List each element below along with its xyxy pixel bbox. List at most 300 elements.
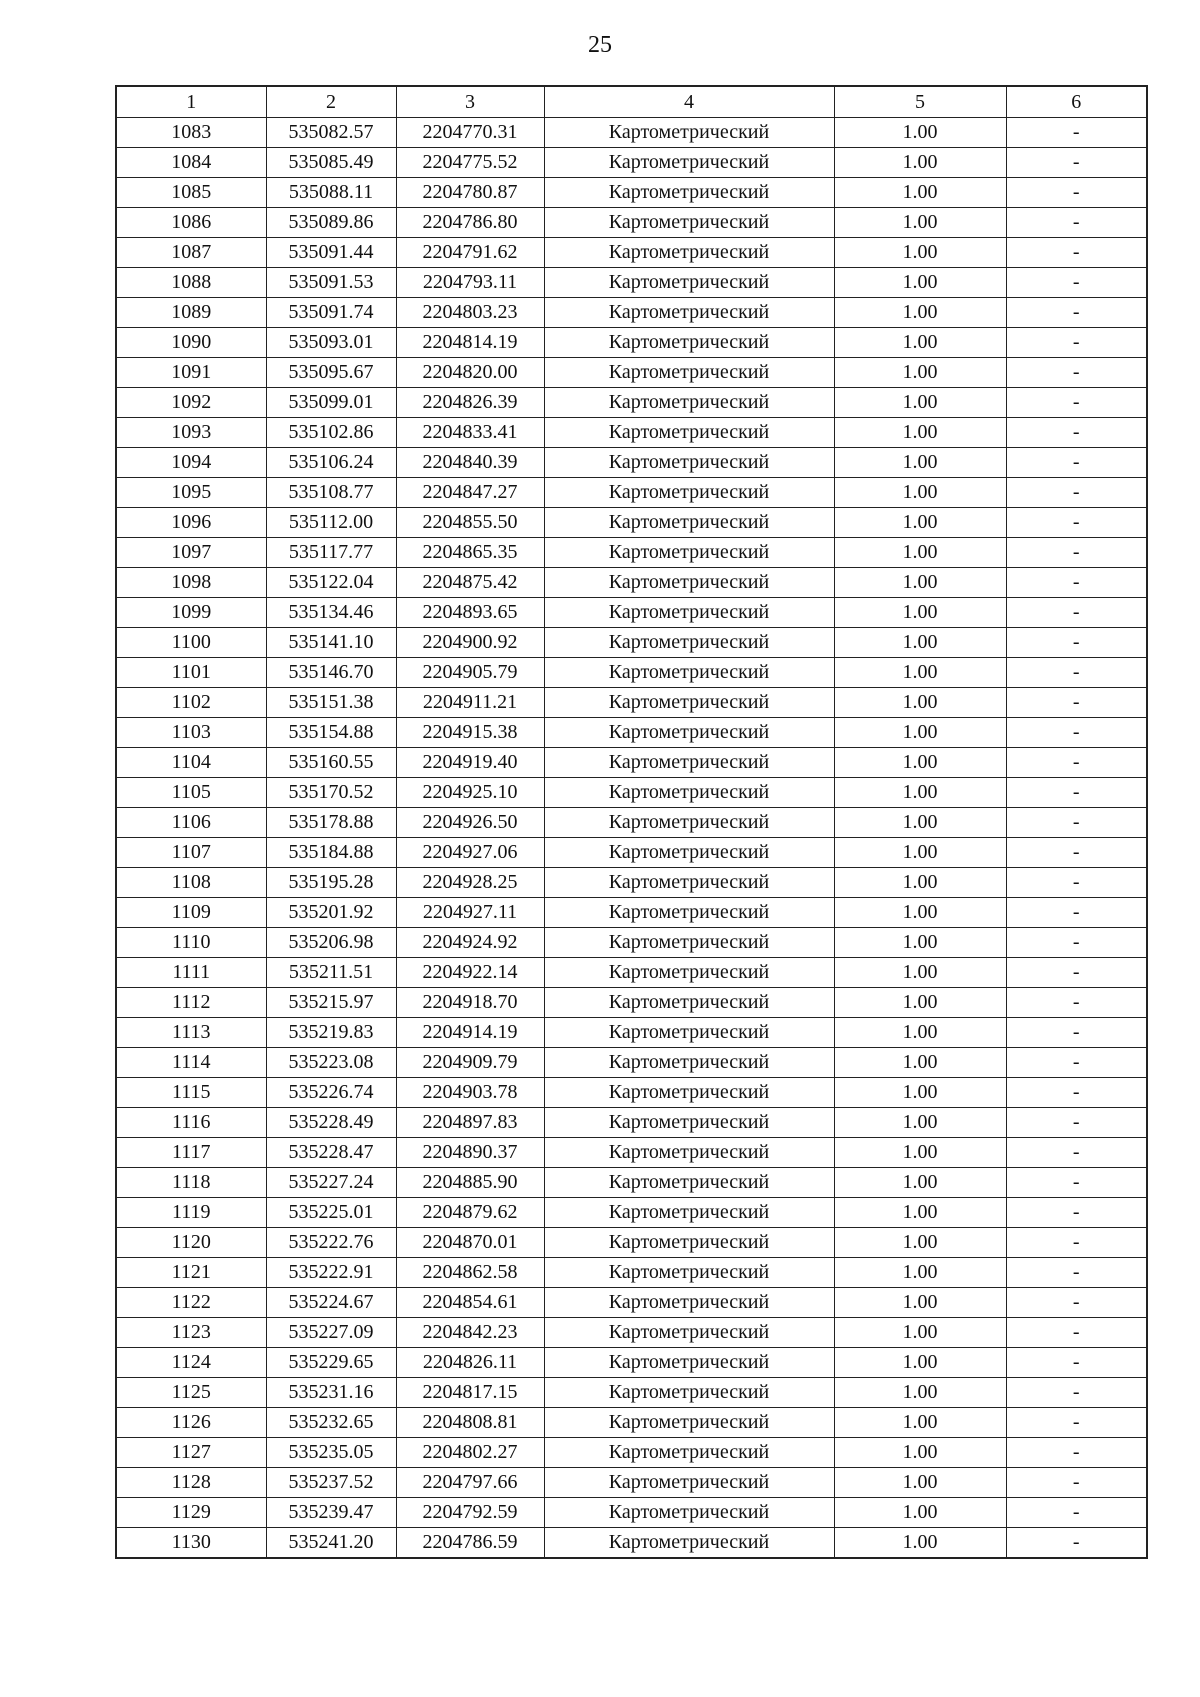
table-row xyxy=(116,238,1147,268)
description-cell: - xyxy=(1006,1318,1147,1348)
accuracy-cell: 1.00 xyxy=(834,748,1006,778)
x-coordinate-cell: 535082.57 xyxy=(266,118,396,148)
x-coordinate-cell: 535195.28 xyxy=(266,868,396,898)
y-coordinate-cell: 2204885.90 xyxy=(396,1168,544,1198)
y-coordinate-cell: 2204900.92 xyxy=(396,628,544,658)
method-cell: Картометрический xyxy=(544,1258,834,1288)
accuracy-cell: 1.00 xyxy=(834,1258,1006,1288)
table-row xyxy=(116,1048,1147,1078)
method-cell: Картометрический xyxy=(544,1318,834,1348)
y-coordinate-cell: 2204797.66 xyxy=(396,1468,544,1498)
point-number-cell: 1093 xyxy=(116,418,266,448)
method-cell: Картометрический xyxy=(544,1468,834,1498)
method-cell: Картометрический xyxy=(544,448,834,478)
description-cell: - xyxy=(1006,1438,1147,1468)
method-cell: Картометрический xyxy=(544,988,834,1018)
y-coordinate-cell: 2204911.21 xyxy=(396,688,544,718)
accuracy-cell: 1.00 xyxy=(834,1048,1006,1078)
table-row xyxy=(116,718,1147,748)
table-row xyxy=(116,1108,1147,1138)
description-cell: - xyxy=(1006,358,1147,388)
point-number-cell: 1095 xyxy=(116,478,266,508)
x-coordinate-cell: 535228.49 xyxy=(266,1108,396,1138)
point-number-cell: 1115 xyxy=(116,1078,266,1108)
method-cell: Картометрический xyxy=(544,1048,834,1078)
table-row xyxy=(116,418,1147,448)
accuracy-cell: 1.00 xyxy=(834,1198,1006,1228)
table-row xyxy=(116,478,1147,508)
method-cell: Картометрический xyxy=(544,1198,834,1228)
y-coordinate-cell: 2204855.50 xyxy=(396,508,544,538)
y-coordinate-cell: 2204924.92 xyxy=(396,928,544,958)
method-cell: Картометрический xyxy=(544,268,834,298)
point-number-cell: 1096 xyxy=(116,508,266,538)
description-cell: - xyxy=(1006,538,1147,568)
table-row xyxy=(116,1258,1147,1288)
y-coordinate-cell: 2204928.25 xyxy=(396,868,544,898)
header-row xyxy=(116,86,1147,118)
point-number-cell: 1097 xyxy=(116,538,266,568)
table-row xyxy=(116,268,1147,298)
point-number-cell: 1116 xyxy=(116,1108,266,1138)
y-coordinate-cell: 2204817.15 xyxy=(396,1378,544,1408)
x-coordinate-cell: 535226.74 xyxy=(266,1078,396,1108)
x-coordinate-cell: 535219.83 xyxy=(266,1018,396,1048)
description-cell: - xyxy=(1006,1108,1147,1138)
method-cell: Картометрический xyxy=(544,508,834,538)
y-coordinate-cell: 2204775.52 xyxy=(396,148,544,178)
table-row xyxy=(116,898,1147,928)
description-cell: - xyxy=(1006,1258,1147,1288)
y-coordinate-cell: 2204854.61 xyxy=(396,1288,544,1318)
accuracy-cell: 1.00 xyxy=(834,148,1006,178)
y-coordinate-cell: 2204833.41 xyxy=(396,418,544,448)
point-number-cell: 1088 xyxy=(116,268,266,298)
point-number-cell: 1103 xyxy=(116,718,266,748)
y-coordinate-cell: 2204847.27 xyxy=(396,478,544,508)
page-number: 25 xyxy=(588,32,612,58)
description-cell: - xyxy=(1006,838,1147,868)
x-coordinate-cell: 535108.77 xyxy=(266,478,396,508)
table-row xyxy=(116,1168,1147,1198)
accuracy-cell: 1.00 xyxy=(834,1528,1006,1559)
y-coordinate-cell: 2204890.37 xyxy=(396,1138,544,1168)
x-coordinate-cell: 535201.92 xyxy=(266,898,396,928)
accuracy-cell: 1.00 xyxy=(834,778,1006,808)
description-cell: - xyxy=(1006,298,1147,328)
table-row xyxy=(116,1198,1147,1228)
method-cell: Картометрический xyxy=(544,298,834,328)
point-number-cell: 1125 xyxy=(116,1378,266,1408)
column-header: 4 xyxy=(544,86,834,118)
y-coordinate-cell: 2204802.27 xyxy=(396,1438,544,1468)
method-cell: Картометрический xyxy=(544,1228,834,1258)
y-coordinate-cell: 2204926.50 xyxy=(396,808,544,838)
method-cell: Картометрический xyxy=(544,208,834,238)
y-coordinate-cell: 2204903.78 xyxy=(396,1078,544,1108)
x-coordinate-cell: 535088.11 xyxy=(266,178,396,208)
table-row xyxy=(116,298,1147,328)
point-number-cell: 1117 xyxy=(116,1138,266,1168)
method-cell: Картометрический xyxy=(544,868,834,898)
table-row xyxy=(116,1018,1147,1048)
x-coordinate-cell: 535241.20 xyxy=(266,1528,396,1559)
point-number-cell: 1083 xyxy=(116,118,266,148)
point-number-cell: 1105 xyxy=(116,778,266,808)
description-cell: - xyxy=(1006,898,1147,928)
method-cell: Картометрический xyxy=(544,928,834,958)
accuracy-cell: 1.00 xyxy=(834,118,1006,148)
point-number-cell: 1101 xyxy=(116,658,266,688)
x-coordinate-cell: 535227.24 xyxy=(266,1168,396,1198)
accuracy-cell: 1.00 xyxy=(834,1288,1006,1318)
y-coordinate-cell: 2204842.23 xyxy=(396,1318,544,1348)
point-number-cell: 1128 xyxy=(116,1468,266,1498)
accuracy-cell: 1.00 xyxy=(834,688,1006,718)
point-number-cell: 1114 xyxy=(116,1048,266,1078)
y-coordinate-cell: 2204793.11 xyxy=(396,268,544,298)
point-number-cell: 1100 xyxy=(116,628,266,658)
column-header: 3 xyxy=(396,86,544,118)
y-coordinate-cell: 2204875.42 xyxy=(396,568,544,598)
x-coordinate-cell: 535211.51 xyxy=(266,958,396,988)
accuracy-cell: 1.00 xyxy=(834,478,1006,508)
y-coordinate-cell: 2204808.81 xyxy=(396,1408,544,1438)
accuracy-cell: 1.00 xyxy=(834,1018,1006,1048)
description-cell: - xyxy=(1006,118,1147,148)
table-row xyxy=(116,328,1147,358)
point-number-cell: 1094 xyxy=(116,448,266,478)
description-cell: - xyxy=(1006,958,1147,988)
description-cell: - xyxy=(1006,628,1147,658)
description-cell: - xyxy=(1006,1138,1147,1168)
accuracy-cell: 1.00 xyxy=(834,1228,1006,1258)
y-coordinate-cell: 2204826.11 xyxy=(396,1348,544,1378)
y-coordinate-cell: 2204791.62 xyxy=(396,238,544,268)
x-coordinate-cell: 535112.00 xyxy=(266,508,396,538)
table-row xyxy=(116,208,1147,238)
point-number-cell: 1111 xyxy=(116,958,266,988)
point-number-cell: 1092 xyxy=(116,388,266,418)
point-number-cell: 1119 xyxy=(116,1198,266,1228)
x-coordinate-cell: 535232.65 xyxy=(266,1408,396,1438)
x-coordinate-cell: 535215.97 xyxy=(266,988,396,1018)
accuracy-cell: 1.00 xyxy=(834,448,1006,478)
description-cell: - xyxy=(1006,1198,1147,1228)
method-cell: Картометрический xyxy=(544,1348,834,1378)
accuracy-cell: 1.00 xyxy=(834,628,1006,658)
table-row xyxy=(116,988,1147,1018)
description-cell: - xyxy=(1006,808,1147,838)
description-cell: - xyxy=(1006,208,1147,238)
method-cell: Картометрический xyxy=(544,388,834,418)
accuracy-cell: 1.00 xyxy=(834,268,1006,298)
method-cell: Картометрический xyxy=(544,658,834,688)
x-coordinate-cell: 535224.67 xyxy=(266,1288,396,1318)
x-coordinate-cell: 535206.98 xyxy=(266,928,396,958)
point-number-cell: 1102 xyxy=(116,688,266,718)
method-cell: Картометрический xyxy=(544,1498,834,1528)
method-cell: Картометрический xyxy=(544,1108,834,1138)
point-number-cell: 1126 xyxy=(116,1408,266,1438)
x-coordinate-cell: 535134.46 xyxy=(266,598,396,628)
method-cell: Картометрический xyxy=(544,478,834,508)
accuracy-cell: 1.00 xyxy=(834,388,1006,418)
point-number-cell: 1130 xyxy=(116,1528,266,1559)
accuracy-cell: 1.00 xyxy=(834,868,1006,898)
method-cell: Картометрический xyxy=(544,1528,834,1559)
accuracy-cell: 1.00 xyxy=(834,538,1006,568)
method-cell: Картометрический xyxy=(544,1288,834,1318)
description-cell: - xyxy=(1006,868,1147,898)
description-cell: - xyxy=(1006,478,1147,508)
point-number-cell: 1090 xyxy=(116,328,266,358)
table-row xyxy=(116,1528,1147,1559)
table-row xyxy=(116,838,1147,868)
method-cell: Картометрический xyxy=(544,628,834,658)
point-number-cell: 1120 xyxy=(116,1228,266,1258)
description-cell: - xyxy=(1006,1378,1147,1408)
y-coordinate-cell: 2204905.79 xyxy=(396,658,544,688)
point-number-cell: 1129 xyxy=(116,1498,266,1528)
point-number-cell: 1104 xyxy=(116,748,266,778)
method-cell: Картометрический xyxy=(544,358,834,388)
table-row xyxy=(116,688,1147,718)
x-coordinate-cell: 535154.88 xyxy=(266,718,396,748)
method-cell: Картометрический xyxy=(544,1438,834,1468)
method-cell: Картометрический xyxy=(544,748,834,778)
x-coordinate-cell: 535091.44 xyxy=(266,238,396,268)
accuracy-cell: 1.00 xyxy=(834,928,1006,958)
method-cell: Картометрический xyxy=(544,718,834,748)
accuracy-cell: 1.00 xyxy=(834,298,1006,328)
table-row xyxy=(116,598,1147,628)
y-coordinate-cell: 2204862.58 xyxy=(396,1258,544,1288)
accuracy-cell: 1.00 xyxy=(834,1408,1006,1438)
point-number-cell: 1118 xyxy=(116,1168,266,1198)
method-cell: Картометрический xyxy=(544,118,834,148)
accuracy-cell: 1.00 xyxy=(834,508,1006,538)
accuracy-cell: 1.00 xyxy=(834,418,1006,448)
y-coordinate-cell: 2204770.31 xyxy=(396,118,544,148)
point-number-cell: 1086 xyxy=(116,208,266,238)
table-row xyxy=(116,1228,1147,1258)
accuracy-cell: 1.00 xyxy=(834,238,1006,268)
x-coordinate-cell: 535228.47 xyxy=(266,1138,396,1168)
table-header xyxy=(116,86,1147,118)
point-number-cell: 1084 xyxy=(116,148,266,178)
point-number-cell: 1121 xyxy=(116,1258,266,1288)
x-coordinate-cell: 535102.86 xyxy=(266,418,396,448)
accuracy-cell: 1.00 xyxy=(834,1168,1006,1198)
column-header: 1 xyxy=(116,86,266,118)
x-coordinate-cell: 535106.24 xyxy=(266,448,396,478)
table-row xyxy=(116,748,1147,778)
y-coordinate-cell: 2204803.23 xyxy=(396,298,544,328)
x-coordinate-cell: 535222.76 xyxy=(266,1228,396,1258)
x-coordinate-cell: 535237.52 xyxy=(266,1468,396,1498)
table-row xyxy=(116,1288,1147,1318)
y-coordinate-cell: 2204893.65 xyxy=(396,598,544,628)
x-coordinate-cell: 535229.65 xyxy=(266,1348,396,1378)
x-coordinate-cell: 535223.08 xyxy=(266,1048,396,1078)
accuracy-cell: 1.00 xyxy=(834,718,1006,748)
point-number-cell: 1127 xyxy=(116,1438,266,1468)
point-number-cell: 1098 xyxy=(116,568,266,598)
method-cell: Картометрический xyxy=(544,568,834,598)
table-row xyxy=(116,958,1147,988)
x-coordinate-cell: 535235.05 xyxy=(266,1438,396,1468)
x-coordinate-cell: 535160.55 xyxy=(266,748,396,778)
accuracy-cell: 1.00 xyxy=(834,1108,1006,1138)
accuracy-cell: 1.00 xyxy=(834,658,1006,688)
accuracy-cell: 1.00 xyxy=(834,178,1006,208)
x-coordinate-cell: 535231.16 xyxy=(266,1378,396,1408)
method-cell: Картометрический xyxy=(544,1018,834,1048)
point-number-cell: 1108 xyxy=(116,868,266,898)
y-coordinate-cell: 2204922.14 xyxy=(396,958,544,988)
x-coordinate-cell: 535091.53 xyxy=(266,268,396,298)
method-cell: Картометрический xyxy=(544,1078,834,1108)
description-cell: - xyxy=(1006,178,1147,208)
method-cell: Картометрический xyxy=(544,418,834,448)
accuracy-cell: 1.00 xyxy=(834,1438,1006,1468)
y-coordinate-cell: 2204786.80 xyxy=(396,208,544,238)
x-coordinate-cell: 535085.49 xyxy=(266,148,396,178)
method-cell: Картометрический xyxy=(544,688,834,718)
table-row xyxy=(116,358,1147,388)
table-row xyxy=(116,868,1147,898)
y-coordinate-cell: 2204780.87 xyxy=(396,178,544,208)
x-coordinate-cell: 535239.47 xyxy=(266,1498,396,1528)
accuracy-cell: 1.00 xyxy=(834,808,1006,838)
accuracy-cell: 1.00 xyxy=(834,988,1006,1018)
description-cell: - xyxy=(1006,598,1147,628)
accuracy-cell: 1.00 xyxy=(834,328,1006,358)
column-header: 6 xyxy=(1006,86,1147,118)
x-coordinate-cell: 535170.52 xyxy=(266,778,396,808)
accuracy-cell: 1.00 xyxy=(834,1138,1006,1168)
method-cell: Картометрический xyxy=(544,898,834,928)
table-row xyxy=(116,928,1147,958)
table-body xyxy=(116,118,1147,1559)
x-coordinate-cell: 535141.10 xyxy=(266,628,396,658)
description-cell: - xyxy=(1006,1408,1147,1438)
x-coordinate-cell: 535122.04 xyxy=(266,568,396,598)
y-coordinate-cell: 2204826.39 xyxy=(396,388,544,418)
point-number-cell: 1109 xyxy=(116,898,266,928)
accuracy-cell: 1.00 xyxy=(834,1318,1006,1348)
y-coordinate-cell: 2204879.62 xyxy=(396,1198,544,1228)
y-coordinate-cell: 2204897.83 xyxy=(396,1108,544,1138)
description-cell: - xyxy=(1006,148,1147,178)
description-cell: - xyxy=(1006,1228,1147,1258)
description-cell: - xyxy=(1006,328,1147,358)
method-cell: Картометрический xyxy=(544,538,834,568)
column-header: 5 xyxy=(834,86,1006,118)
method-cell: Картометрический xyxy=(544,1408,834,1438)
point-number-cell: 1123 xyxy=(116,1318,266,1348)
point-number-cell: 1106 xyxy=(116,808,266,838)
x-coordinate-cell: 535095.67 xyxy=(266,358,396,388)
x-coordinate-cell: 535227.09 xyxy=(266,1318,396,1348)
point-number-cell: 1113 xyxy=(116,1018,266,1048)
y-coordinate-cell: 2204792.59 xyxy=(396,1498,544,1528)
accuracy-cell: 1.00 xyxy=(834,1078,1006,1108)
accuracy-cell: 1.00 xyxy=(834,598,1006,628)
description-cell: - xyxy=(1006,928,1147,958)
description-cell: - xyxy=(1006,1168,1147,1198)
x-coordinate-cell: 535184.88 xyxy=(266,838,396,868)
description-cell: - xyxy=(1006,508,1147,538)
x-coordinate-cell: 535099.01 xyxy=(266,388,396,418)
point-number-cell: 1091 xyxy=(116,358,266,388)
table-row xyxy=(116,568,1147,598)
method-cell: Картометрический xyxy=(544,598,834,628)
method-cell: Картометрический xyxy=(544,1378,834,1408)
table-row xyxy=(116,778,1147,808)
x-coordinate-cell: 535225.01 xyxy=(266,1198,396,1228)
y-coordinate-cell: 2204918.70 xyxy=(396,988,544,1018)
point-number-cell: 1122 xyxy=(116,1288,266,1318)
method-cell: Картометрический xyxy=(544,838,834,868)
coordinates-table xyxy=(115,85,1148,1559)
table-row xyxy=(116,118,1147,148)
x-coordinate-cell: 535146.70 xyxy=(266,658,396,688)
description-cell: - xyxy=(1006,1018,1147,1048)
table-row xyxy=(116,508,1147,538)
accuracy-cell: 1.00 xyxy=(834,208,1006,238)
table-row xyxy=(116,1318,1147,1348)
description-cell: - xyxy=(1006,658,1147,688)
table-row xyxy=(116,1408,1147,1438)
table-row xyxy=(116,148,1147,178)
y-coordinate-cell: 2204914.19 xyxy=(396,1018,544,1048)
table-row xyxy=(116,538,1147,568)
description-cell: - xyxy=(1006,1468,1147,1498)
description-cell: - xyxy=(1006,448,1147,478)
accuracy-cell: 1.00 xyxy=(834,568,1006,598)
table-row xyxy=(116,808,1147,838)
description-cell: - xyxy=(1006,268,1147,298)
accuracy-cell: 1.00 xyxy=(834,1498,1006,1528)
accuracy-cell: 1.00 xyxy=(834,1348,1006,1378)
description-cell: - xyxy=(1006,1288,1147,1318)
point-number-cell: 1087 xyxy=(116,238,266,268)
accuracy-cell: 1.00 xyxy=(834,838,1006,868)
y-coordinate-cell: 2204814.19 xyxy=(396,328,544,358)
y-coordinate-cell: 2204870.01 xyxy=(396,1228,544,1258)
table-row xyxy=(116,1468,1147,1498)
point-number-cell: 1085 xyxy=(116,178,266,208)
y-coordinate-cell: 2204820.00 xyxy=(396,358,544,388)
method-cell: Картометрический xyxy=(544,238,834,268)
method-cell: Картометрический xyxy=(544,328,834,358)
table-row xyxy=(116,388,1147,418)
x-coordinate-cell: 535117.77 xyxy=(266,538,396,568)
method-cell: Картометрический xyxy=(544,148,834,178)
point-number-cell: 1089 xyxy=(116,298,266,328)
description-cell: - xyxy=(1006,238,1147,268)
table-row xyxy=(116,1498,1147,1528)
table-row xyxy=(116,1438,1147,1468)
y-coordinate-cell: 2204919.40 xyxy=(396,748,544,778)
point-number-cell: 1110 xyxy=(116,928,266,958)
table-row xyxy=(116,658,1147,688)
point-number-cell: 1099 xyxy=(116,598,266,628)
table-row xyxy=(116,1378,1147,1408)
y-coordinate-cell: 2204925.10 xyxy=(396,778,544,808)
